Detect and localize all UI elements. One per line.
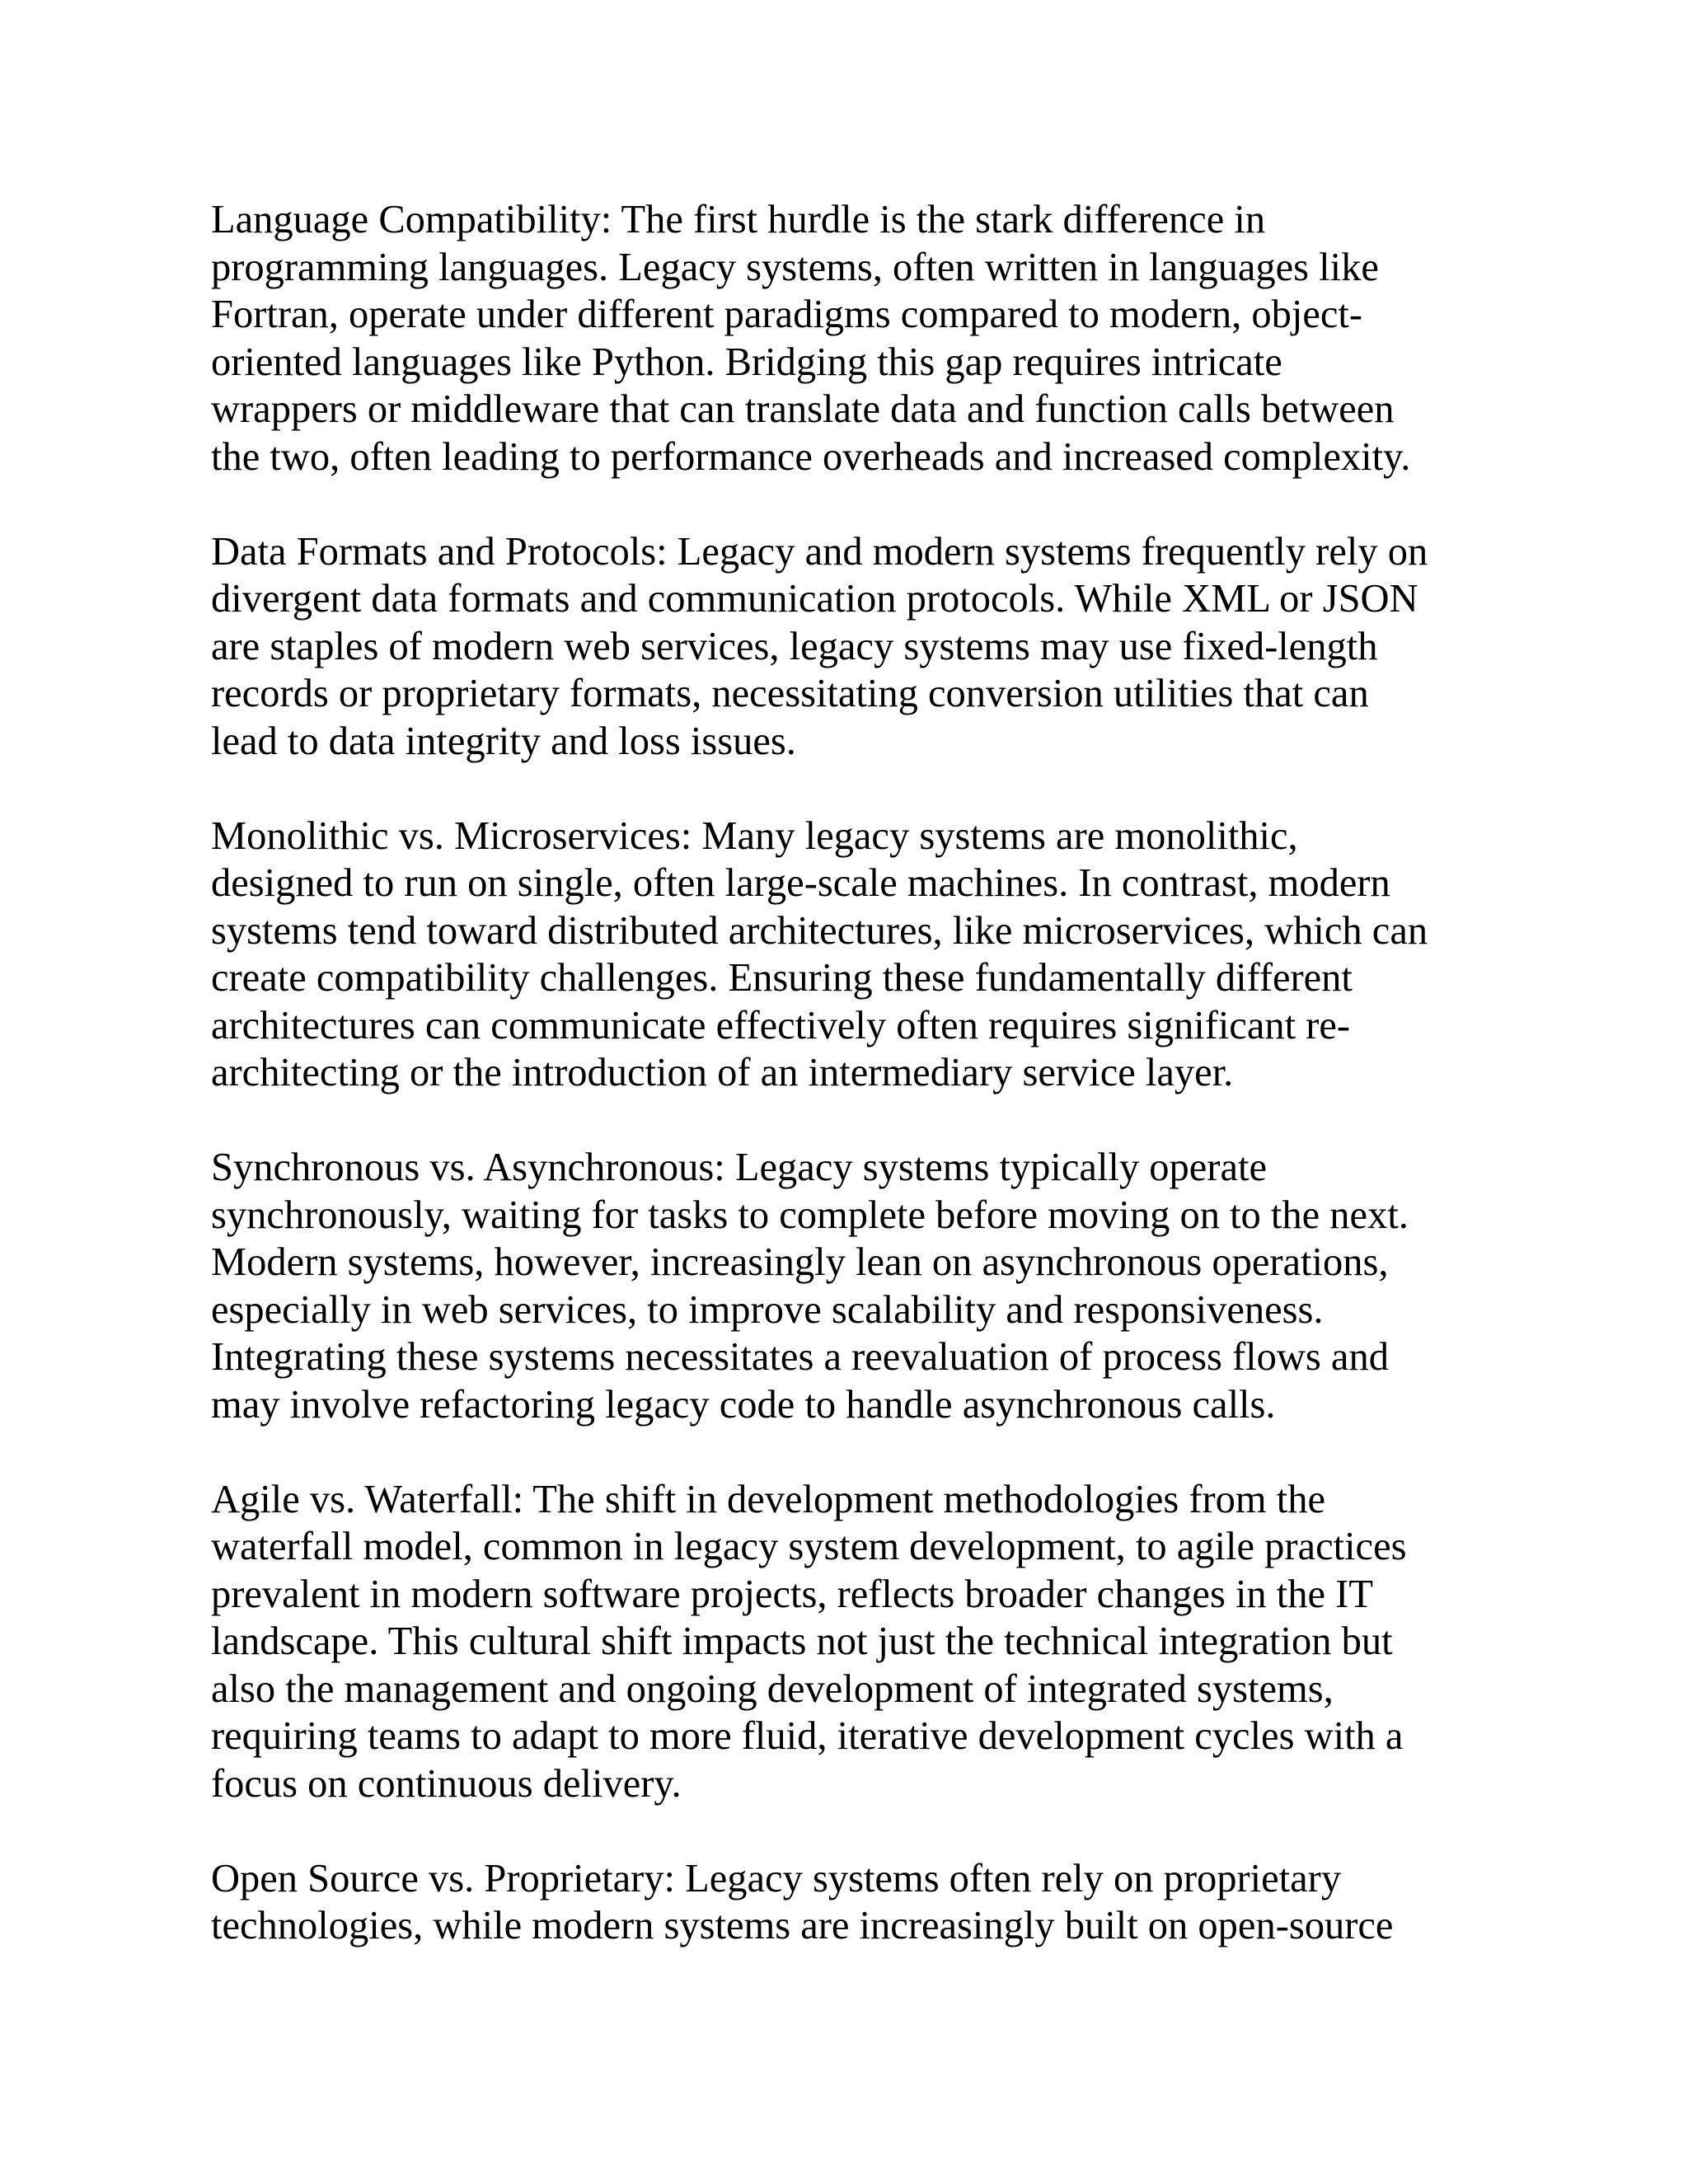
text-line: wrappers or middleware that can translate data and function calls between (211, 387, 1395, 431)
text-line: technologies, while modern systems are increasingly built on open-source (211, 1904, 1394, 1947)
text-line: are staples of modern web services, legacy systems may use fixed-length (211, 624, 1378, 668)
document-body (211, 196, 1497, 1950)
text-line: especially in web services, to improve scalability and responsiveness. (211, 1287, 1324, 1332)
text-line: Fortran, operate under different paradigms compared to modern, object- (211, 293, 1363, 336)
text-line: requiring teams to adapt to more fluid, iterative development cycles with a (211, 1714, 1404, 1758)
text-line: may involve refactoring legacy code to handle asynchronous calls. (211, 1382, 1276, 1427)
text-line: architectures can communicate effectively often requires significant re- (211, 1003, 1351, 1047)
paragraph-agile-waterfall (211, 1476, 1497, 1808)
paragraph-monolithic-microservices (211, 813, 1497, 1097)
text-line: landscape. This cultural shift impacts not just the technical integration but (211, 1619, 1393, 1663)
text-line: the two, often leading to performance overheads and increased complexity. (211, 434, 1411, 479)
text-line: lead to data integrity and loss issues. (211, 719, 796, 763)
text-line: prevalent in modern software projects, reflects broader changes in the IT (211, 1572, 1373, 1616)
text-line: create compatibility challenges. Ensuring these fundamentally different (211, 956, 1353, 1000)
text-line: systems tend toward distributed architectures, like microservices, which can (211, 908, 1428, 953)
paragraph-open-source-proprietary (211, 1855, 1497, 1950)
paragraph-data-formats (211, 528, 1497, 766)
text-line: designed to run on single, often large-scale machines. In contrast, modern (211, 861, 1390, 905)
text-line: waterfall model, common in legacy system development, to agile practices (211, 1525, 1407, 1568)
text-line: synchronously, waiting for tasks to complete before moving on to the next. (211, 1193, 1409, 1237)
text-line: records or proprietary formats, necessitating conversion utilities that can (211, 672, 1369, 715)
text-line: programming languages. Legacy systems, often written in languages like (211, 245, 1379, 289)
text-line: Integrating these systems necessitates a reevaluation of process flows and (211, 1335, 1389, 1379)
text-line: divergent data formats and communication protocols. While XML or JSON (211, 577, 1418, 621)
text-line: focus on continuous delivery. (211, 1761, 682, 1806)
paragraph-sync-async (211, 1144, 1497, 1428)
text-line: Agile vs. Waterfall: The shift in development methodologies from the (211, 1477, 1326, 1521)
text-line: Language Compatibility: The first hurdle is the stark difference in (211, 198, 1266, 241)
text-line: Monolithic vs. Microservices: Many legacy systems are monolithic, (211, 813, 1298, 858)
text-line: Modern systems, however, increasingly lean on asynchronous operations, (211, 1240, 1389, 1284)
text-line: Open Source vs. Proprietary: Legacy systems often rely on proprietary (211, 1856, 1342, 1900)
text-line: also the management and ongoing development of integrated systems, (211, 1666, 1334, 1711)
paragraph-language-compatibility (211, 196, 1497, 480)
text-line: Synchronous vs. Asynchronous: Legacy systems typically operate (211, 1146, 1267, 1189)
text-line: oriented languages like Python. Bridging this gap requires intricate (211, 340, 1282, 384)
text-line: Data Formats and Protocols: Legacy and modern systems frequently rely on (211, 529, 1428, 574)
text-line: architecting or the introduction of an intermediary service layer. (211, 1051, 1234, 1094)
